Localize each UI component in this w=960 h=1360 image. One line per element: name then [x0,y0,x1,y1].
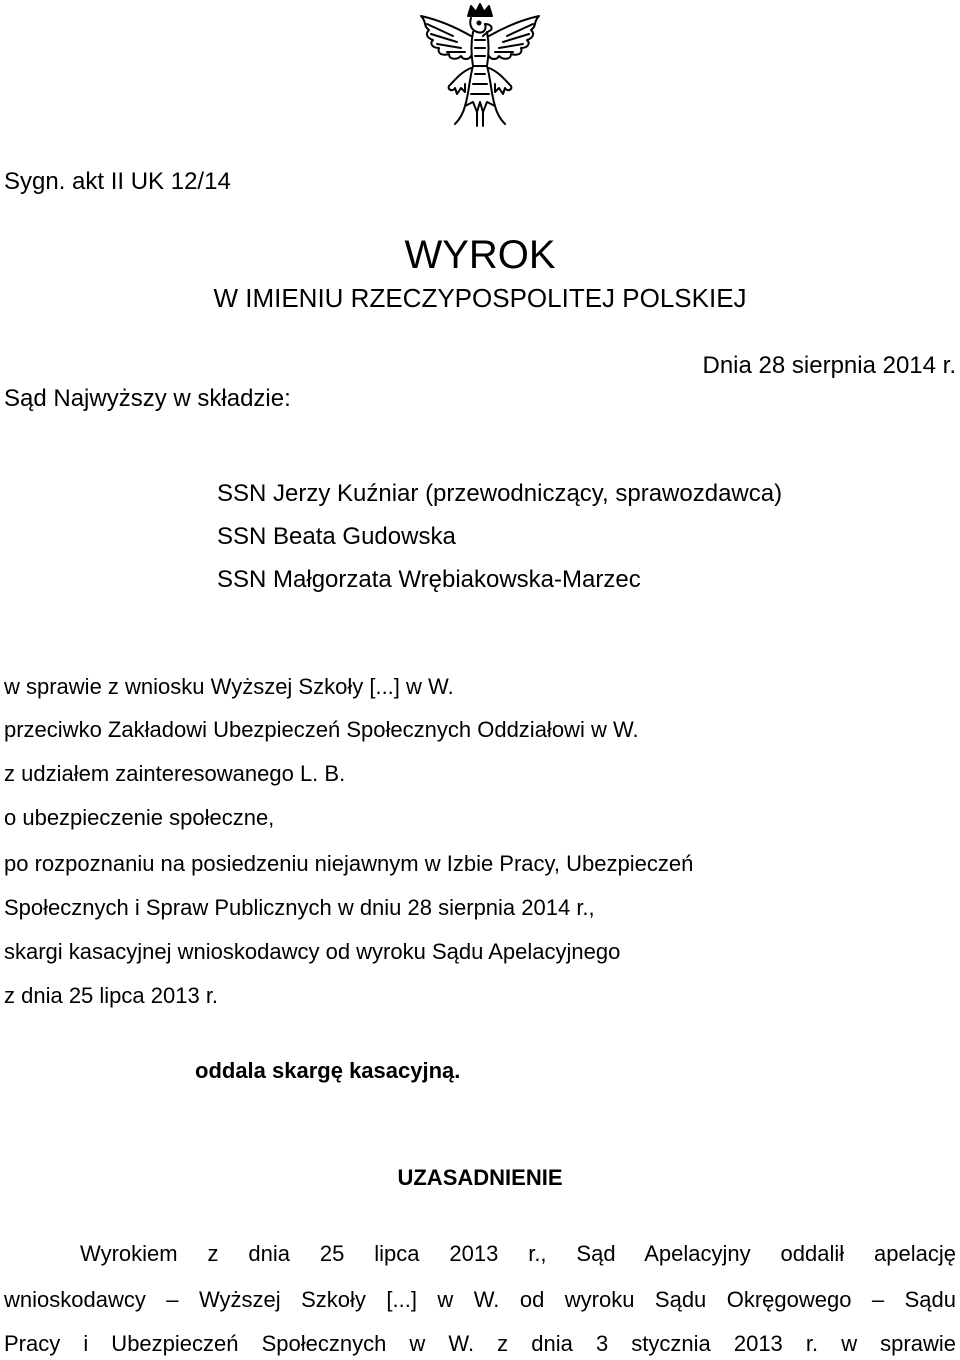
judgment-date: Dnia 28 sierpnia 2014 r. [702,352,956,379]
judge-member: SSN Małgorzata Wrębiakowska-Marzec [217,566,641,593]
justification-line: wnioskodawcy – Wyższej Szkoły [...] w W. od wyroku Sądu Okręgowego – Sądu [4,1287,956,1312]
case-line: po rozpoznaniu na posiedzeniu niejawnym w Izbie Pracy, Ubezpieczeń [4,851,694,876]
judge-presiding: SSN Jerzy Kuźniar (przewodniczący, sprawozdawca) [217,480,783,507]
case-line: Społecznych i Spraw Publicznych w dniu 28 sierpnia 2014 r., [4,895,595,920]
court-composition-label: Sąd Najwyższy w składzie: [4,385,291,412]
case-line: w sprawie z wniosku Wyższej Szkoły [...] w W. [4,674,454,699]
document-subtitle: W IMIENIU RZECZYPOSPOLITEJ POLSKIEJ [213,283,747,313]
case-line: o ubezpieczenie społeczne, [4,805,275,830]
case-signature: Sygn. akt II UK 12/14 [4,168,231,195]
document-title: WYROK [404,233,556,277]
justification-line: Pracy i Ubezpieczeń Społecznych w W. z dnia 3 stycznia 2013 r. w sprawie [4,1331,956,1356]
case-line: skargi kasacyjnej wnioskodawcy od wyroku Sądu Apelacyjnego [4,939,621,964]
justification-heading: UZASADNIENIE [397,1165,563,1190]
case-line: przeciwko Zakładowi Ubezpieczeń Społecznych Oddziałowi w W. [4,717,639,742]
case-line: z udziałem zainteresowanego L. B. [4,761,346,786]
judge-member: SSN Beata Gudowska [217,523,456,550]
case-line: z dnia 25 lipca 2013 r. [4,983,219,1008]
ruling-text: oddala skargę kasacyjną. [195,1058,461,1083]
polish-eagle-emblem-icon [413,2,547,130]
justification-line: Wyrokiem z dnia 25 lipca 2013 r., Sąd Apelacyjny oddalił apelację [80,1241,956,1266]
